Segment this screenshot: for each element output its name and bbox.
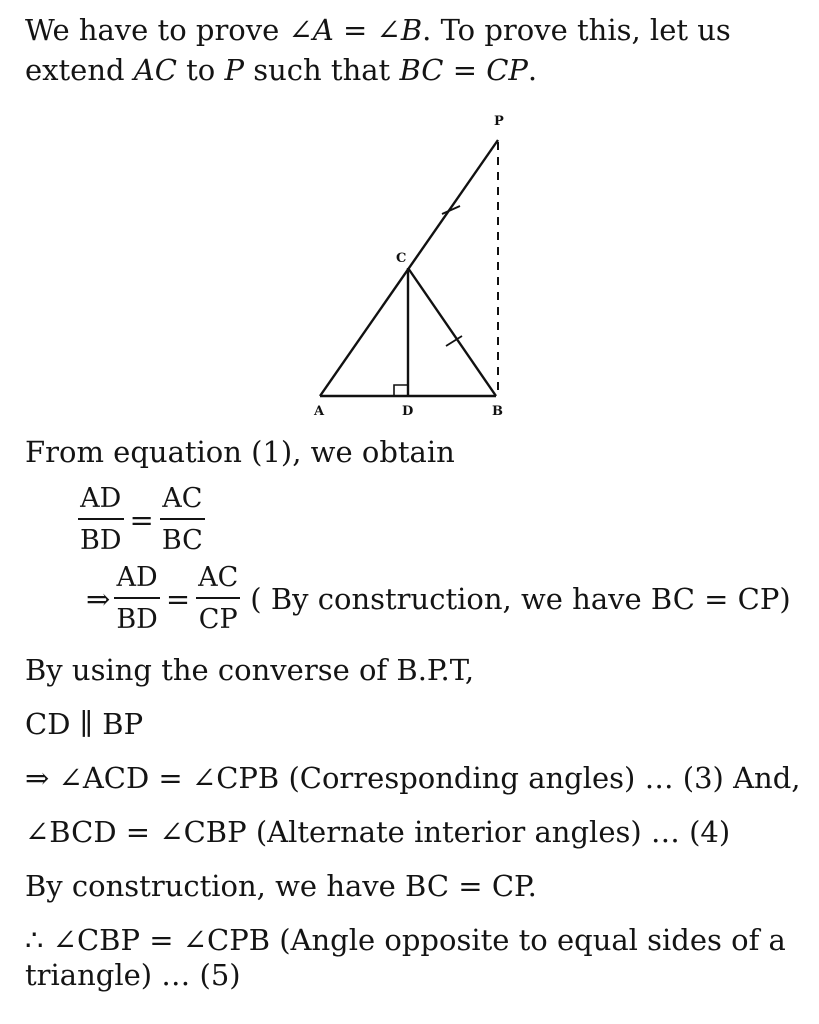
intro-text: We have to prove [25, 13, 289, 47]
numerator: AD [114, 563, 160, 599]
denominator: CP [198, 604, 238, 635]
from-equation-text: From equation (1), we obtain [25, 435, 455, 469]
fraction-ad-bd [114, 563, 160, 635]
intro-text: . To prove this, let us [422, 13, 731, 47]
intro-line-1 [25, 12, 731, 48]
denominator: BD [116, 604, 158, 635]
denominator: BC [161, 525, 203, 556]
implies-arrow: ⇒ [86, 582, 111, 616]
intro-text: . [527, 53, 538, 87]
equals-sign: = [165, 582, 191, 616]
numerator: AD [78, 484, 124, 520]
point-p: P [224, 53, 245, 87]
fraction-ac-bc [160, 484, 205, 556]
step-corresponding-angles: ⇒ ∠ACD = ∠CPB (Corresponding angles) … (3) And, [25, 761, 801, 795]
intro-text: to [176, 53, 225, 87]
label-a: A [314, 404, 325, 419]
segment-ac: AC [133, 53, 177, 87]
equals-sign: = [129, 503, 154, 537]
numerator: AC [160, 484, 205, 520]
denominator: BD [80, 525, 122, 556]
intro-line-2 [25, 52, 537, 88]
label-d: D [402, 404, 414, 419]
step-therefore: ∴ ∠CBP = ∠CPB (Angle opposite to equal sides of a [25, 923, 786, 957]
fraction-ad-bd [78, 484, 124, 556]
step-converse-bpt: By using the converse of B.P.T, [25, 653, 475, 687]
label-c: C [396, 251, 407, 266]
equation-2 [86, 563, 797, 635]
label-b: B [492, 404, 503, 419]
step-therefore-cont: triangle) … (5) [25, 958, 241, 992]
fraction-ac-cp [196, 563, 240, 635]
intro-text: extend [25, 53, 134, 87]
label-p: P [494, 114, 504, 129]
angle-equation: ∠A = ∠B [288, 13, 423, 47]
triangle-figure [300, 108, 530, 428]
numerator: AC [196, 563, 240, 599]
right-angle-mark [394, 385, 408, 396]
step-construction: By construction, we have BC = CP. [25, 869, 537, 903]
construction-equation: BC = CP [399, 53, 528, 87]
segment-cb [408, 268, 496, 396]
intro-text: such that [244, 53, 400, 87]
step-alternate-angles: ∠BCD = ∠CBP (Alternate interior angles) … (4) [25, 815, 731, 849]
construction-note: ( By construction, we have BC = CP) [250, 582, 791, 616]
equation-1 [78, 484, 205, 556]
step-cd-parallel-bp: CD ∥ BP [25, 707, 144, 741]
